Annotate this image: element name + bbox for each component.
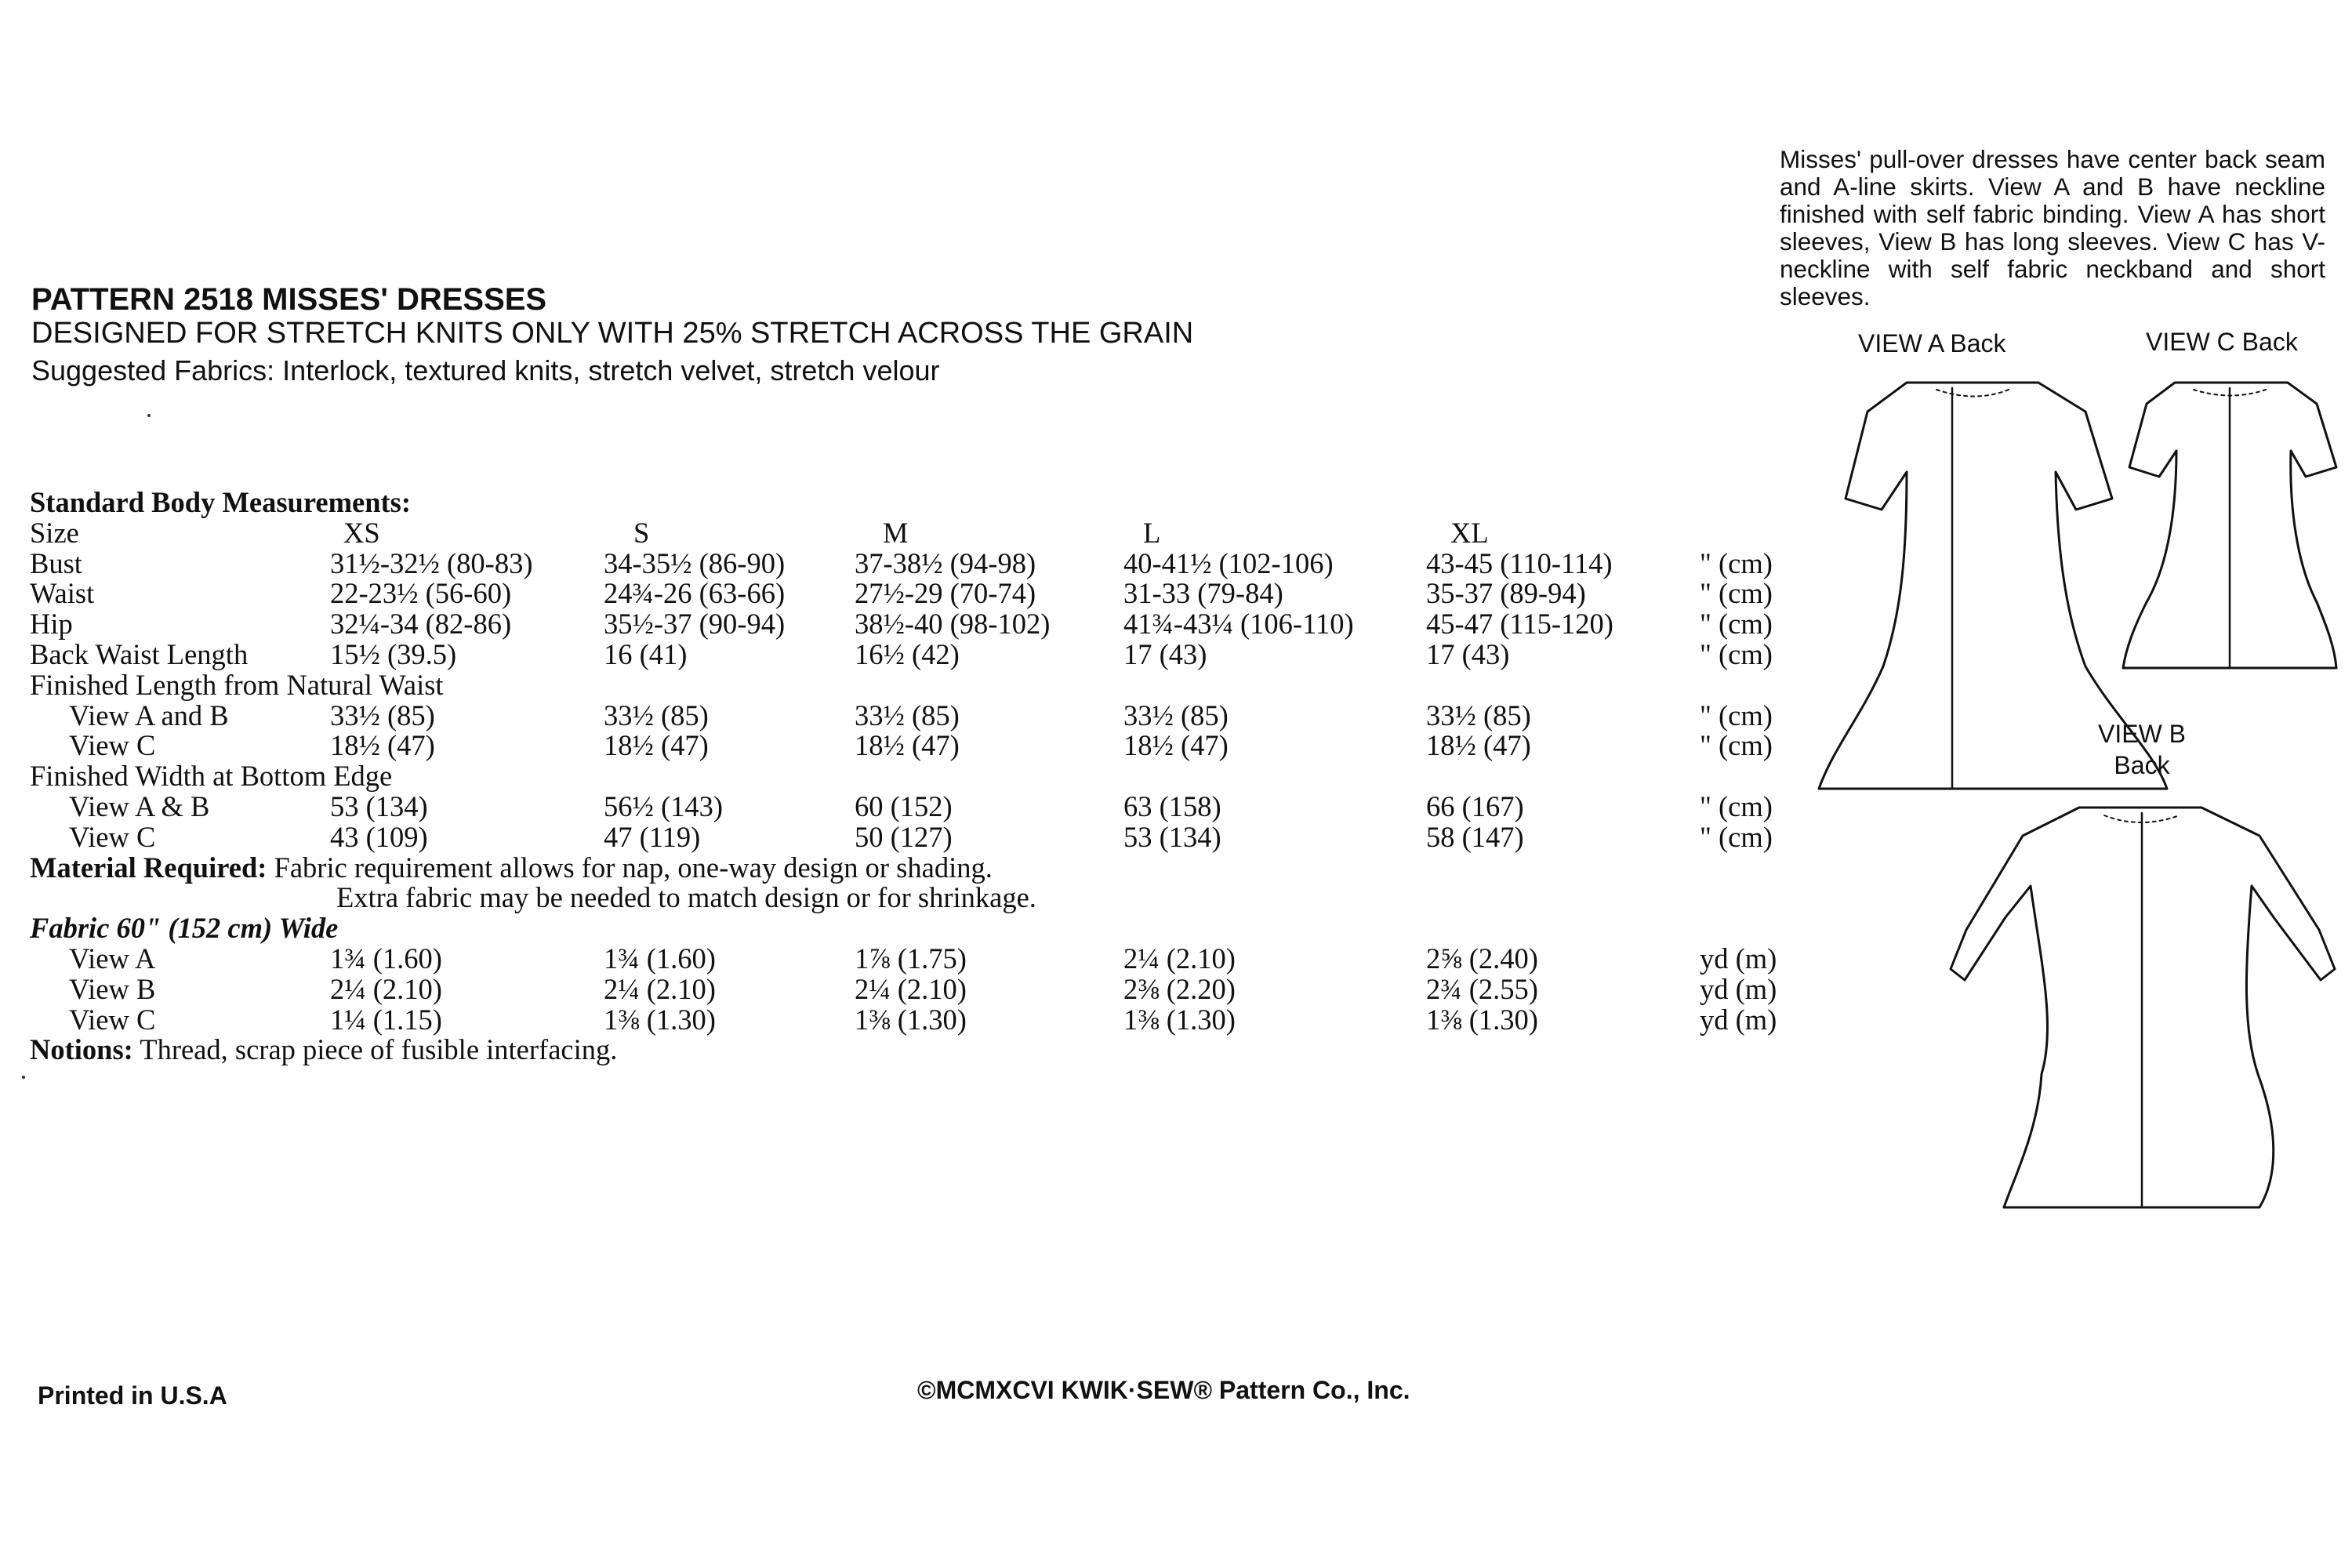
row-label: Waist: [30, 577, 95, 610]
table-cell: 63 (158): [1123, 789, 1221, 822]
table-cell: 2⅜ (2.20): [1123, 972, 1236, 1005]
table-cell: 18½ (47): [1123, 729, 1229, 762]
table-cell: 31-33 (79-84): [1123, 577, 1283, 610]
row-label: Hip: [30, 608, 73, 641]
unit-label: " (cm): [1700, 820, 1773, 853]
unit-label: " (cm): [1700, 637, 1773, 670]
table-cell: 1⅞ (1.75): [855, 942, 967, 975]
row-label: Back Waist Length: [30, 637, 249, 670]
table-cell: 60 (152): [855, 789, 953, 822]
unit-label: " (cm): [1700, 577, 1773, 610]
table-cell: 58 (147): [1426, 820, 1524, 853]
row-label: View A: [69, 942, 156, 975]
table-cell: 33½ (85): [1123, 699, 1229, 731]
notions-label: Notions:: [30, 1033, 133, 1066]
table-cell: 2¾ (2.55): [1426, 972, 1538, 1005]
view-a-caption: VIEW A Back: [1858, 329, 2006, 358]
table-cell: 37-38½ (94-98): [855, 546, 1036, 579]
table-cell: 2¼ (2.10): [330, 972, 442, 1005]
table-cell: 16½ (42): [855, 637, 960, 670]
table-cell: 1⅜ (1.30): [855, 1003, 967, 1036]
size-xl: XL: [1450, 516, 1489, 549]
table-cell: 1¾ (1.60): [604, 942, 716, 975]
view-b-caption-line2: Back: [2114, 751, 2170, 779]
table-cell: 1⅜ (1.30): [1426, 1003, 1538, 1036]
table-cell: 16 (41): [604, 637, 688, 670]
size-xs: XS: [343, 516, 380, 549]
table-cell: 35-37 (89-94): [1426, 577, 1586, 610]
view-b-caption-line1: VIEW B: [2097, 720, 2186, 748]
table-cell: 33½ (85): [855, 699, 960, 731]
unit-label: yd (m): [1700, 972, 1777, 1005]
unit-label: " (cm): [1700, 608, 1773, 641]
table-cell: 40-41½ (102-106): [1123, 546, 1334, 579]
table-cell: 35½-37 (90-94): [604, 608, 786, 641]
table-cell: 50 (127): [855, 820, 953, 853]
row-label: Bust: [30, 546, 82, 579]
table-cell: 33½ (85): [1426, 699, 1531, 731]
unit-label: " (cm): [1700, 729, 1773, 762]
table-cell: 18½ (47): [1426, 729, 1531, 762]
suggested-fabrics: Suggested Fabrics: Interlock, textured knits, stretch velvet, stretch velour: [31, 354, 940, 387]
table-cell: 43-45 (110-114): [1426, 546, 1613, 579]
row-label: View A & B: [69, 789, 210, 822]
fabric-heading: Fabric 60" (152 cm) Wide: [30, 912, 339, 945]
table-cell: 38½-40 (98-102): [855, 608, 1051, 641]
finished-width-heading: Finished Width at Bottom Edge: [30, 760, 393, 793]
row-label: View C: [69, 1003, 156, 1036]
row-label: View A and B: [69, 699, 229, 731]
unit-label: " (cm): [1700, 789, 1773, 822]
pattern-description: Misses' pull-over dresses have center back seam and A-line skirts. View A and B have neckline finished with self fabric binding. View A has short sleeves, View B has long sleeves. View C has V-neckline with self fabric neckband and short sleeves.: [1780, 145, 2325, 310]
row-label: View C: [69, 729, 156, 762]
table-cell: 47 (119): [604, 820, 701, 853]
table-cell: 33½ (85): [330, 699, 435, 731]
material-text: Fabric requirement allows for nap, one-way design or shading.: [274, 851, 993, 884]
table-cell: 32¼-34 (82-86): [330, 608, 512, 641]
size-label: Size: [30, 516, 79, 549]
table-cell: 31½-32½ (80-83): [330, 546, 533, 579]
table-cell: 43 (109): [330, 820, 428, 853]
table-cell: 53 (134): [1123, 820, 1221, 853]
printed-in-label: Printed in U.S.A: [38, 1381, 227, 1410]
unit-label: " (cm): [1700, 546, 1773, 579]
table-cell: 2¼ (2.10): [1123, 942, 1236, 975]
unit-label: yd (m): [1700, 1003, 1777, 1036]
table-cell: 2¼ (2.10): [604, 972, 716, 1005]
finished-length-heading: Finished Length from Natural Waist: [30, 668, 444, 701]
size-m: M: [883, 516, 909, 549]
unit-label: " (cm): [1700, 699, 1773, 731]
pattern-subtitle: DESIGNED FOR STRETCH KNITS ONLY WITH 25% STRETCH ACROSS THE GRAIN: [31, 317, 1194, 350]
table-cell: 27½-29 (70-74): [855, 577, 1036, 610]
scan-speck: [22, 1076, 25, 1079]
table-cell: 18½ (47): [330, 729, 435, 762]
table-cell: 66 (167): [1426, 789, 1524, 822]
table-cell: 33½ (85): [604, 699, 709, 731]
table-cell: 17 (43): [1426, 637, 1510, 670]
table-cell: 22-23½ (56-60): [330, 577, 512, 610]
table-cell: 34-35½ (86-90): [604, 546, 786, 579]
table-cell: 15½ (39.5): [330, 637, 457, 670]
table-cell: 18½ (47): [855, 729, 960, 762]
view-c-caption: VIEW C Back: [2146, 328, 2298, 356]
table-cell: 53 (134): [330, 789, 428, 822]
material-label: Material Required:: [30, 851, 267, 884]
table-cell: 1⅜ (1.30): [604, 1003, 716, 1036]
row-label: View B: [69, 972, 156, 1005]
table-cell: 2⅝ (2.40): [1426, 942, 1538, 975]
table-cell: 17 (43): [1123, 637, 1207, 670]
unit-label: yd (m): [1700, 942, 1777, 975]
pattern-title: PATTERN 2518 MISSES' DRESSES: [31, 282, 547, 317]
measurements-heading: Standard Body Measurements:: [30, 486, 412, 518]
table-cell: 1¼ (1.15): [330, 1003, 442, 1036]
row-label: View C: [69, 820, 156, 853]
table-cell: 2¼ (2.10): [855, 972, 967, 1005]
table-cell: 1⅜ (1.30): [1123, 1003, 1236, 1036]
notions-text: Thread, scrap piece of fusible interfacing.: [140, 1033, 618, 1066]
copyright-notice: ©MCMXCVI KWIK·SEW® Pattern Co., Inc.: [917, 1376, 1410, 1404]
view-c-dress-drawing: [2123, 383, 2336, 668]
table-cell: 18½ (47): [604, 729, 709, 762]
size-l: L: [1143, 516, 1161, 549]
table-cell: 24¾-26 (63-66): [604, 577, 786, 610]
size-s: S: [633, 516, 650, 549]
table-cell: 41¾-43¼ (106-110): [1123, 608, 1354, 641]
view-a-dress-drawing: [1819, 383, 2167, 789]
table-cell: 56½ (143): [604, 789, 724, 822]
table-cell: 45-47 (115-120): [1426, 608, 1613, 641]
scan-speck: [147, 414, 151, 417]
table-cell: 1¾ (1.60): [330, 942, 442, 975]
material-text-2: Extra fabric may be needed to match design or for shrinkage.: [336, 881, 1036, 914]
view-b-dress-drawing: [1951, 808, 2335, 1207]
